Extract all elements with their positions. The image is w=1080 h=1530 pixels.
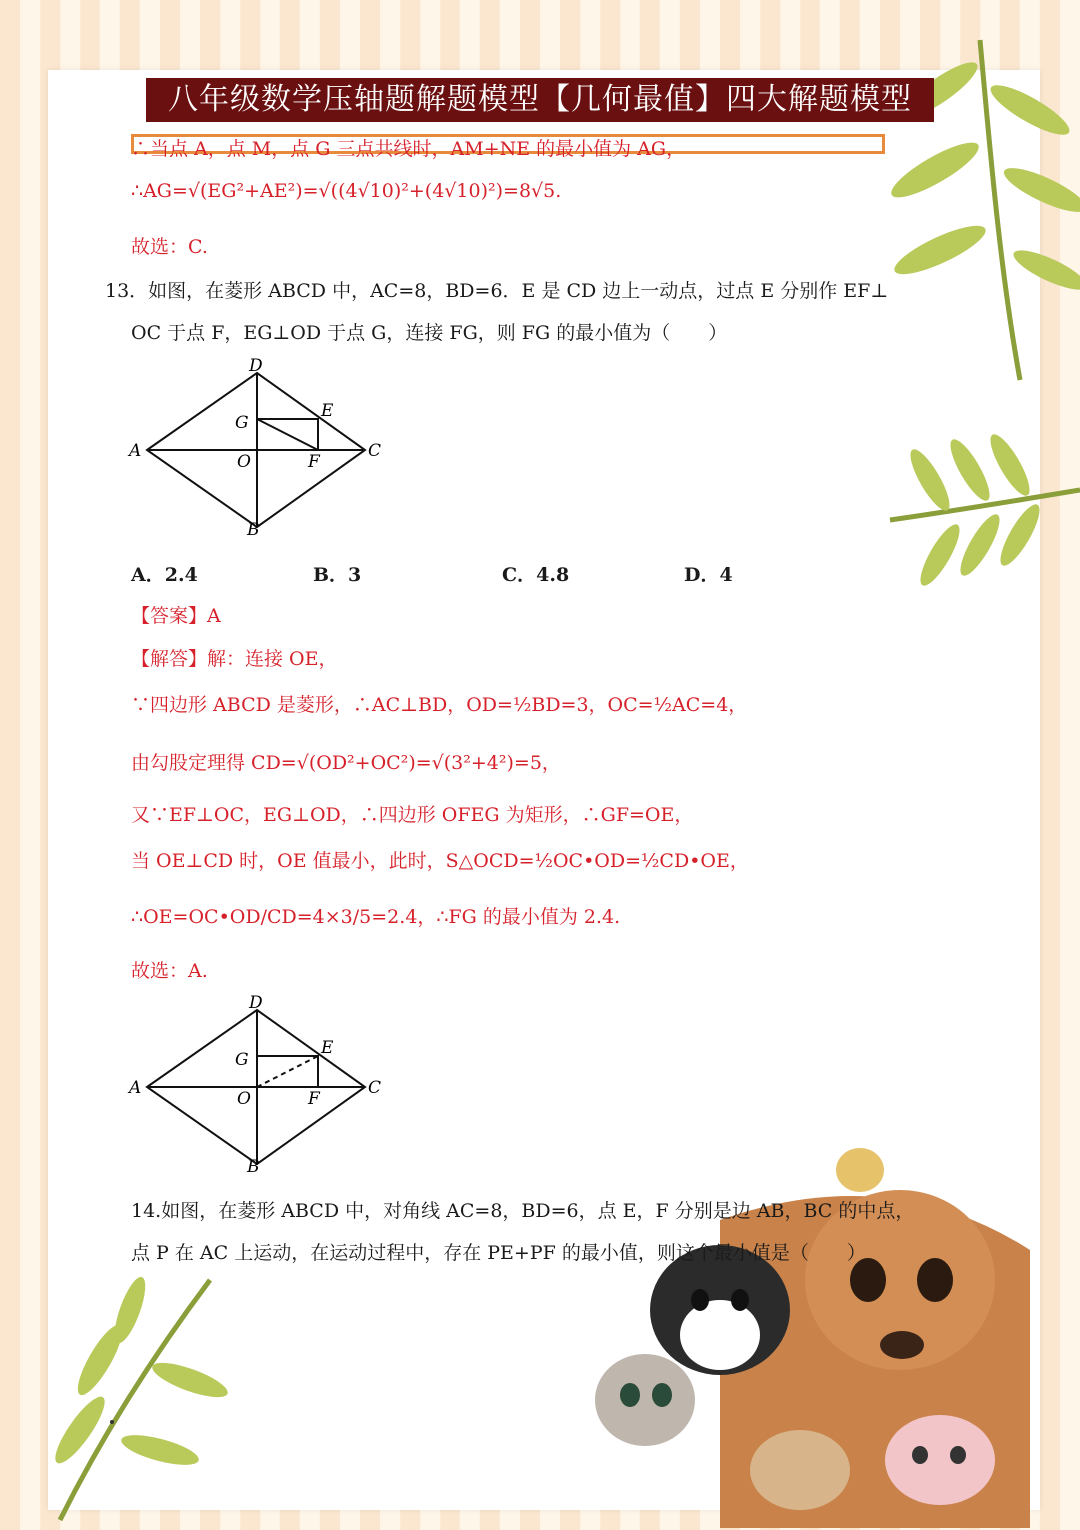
leaf-decoration-right xyxy=(880,420,1080,600)
question-13-line-1: 13．如图，在菱形 ABCD 中，AC=8，BD=6．E 是 CD 边上一动点，过点 E 分别作 EF⊥ xyxy=(105,280,889,302)
option-d: D．4 xyxy=(684,564,733,586)
prev-solution-line-1: ∴当点 A，点 M，点 G 三点共线时，AM+NE 的最小值为 AG， xyxy=(131,138,686,160)
answer-label: 【答案】A xyxy=(131,605,221,627)
label-a: A xyxy=(129,441,142,461)
option-a: A．2.4 xyxy=(131,564,198,586)
solution-line-4: 又∵EF⊥OC，EG⊥OD，∴四边形 OFEG 为矩形，∴GF=OE， xyxy=(131,804,694,826)
label-e: E xyxy=(321,1038,334,1058)
label-g: G xyxy=(235,1050,249,1070)
label-b: B xyxy=(247,1157,260,1177)
label-b: B xyxy=(247,520,260,540)
label-d: D xyxy=(249,993,263,1013)
solution-line-1: 【解答】解：连接 OE， xyxy=(131,648,338,670)
solution-line-6: ∴OE=OC•OD/CD=4×3/5=2.4，∴FG 的最小值为 2.4. xyxy=(131,906,621,928)
solution-choice: 故选：A. xyxy=(131,960,208,982)
label-c: C xyxy=(368,1078,382,1098)
question-13-line-2: OC 于点 F，EG⊥OD 于点 G，连接 FG，则 FG 的最小值为（ ） xyxy=(131,322,728,344)
page-title: 八年级数学压轴题解题模型【几何最值】四大解题模型 xyxy=(146,78,934,122)
label-e: E xyxy=(321,401,334,421)
question-14-line-1: 14.如图，在菱形 ABCD 中，对角线 AC=8，BD=6，点 E，F 分别是边 AB，BC 的中点， xyxy=(131,1200,915,1222)
label-a: A xyxy=(129,1078,142,1098)
question-14-line-2: 点 P 在 AC 上运动，在运动过程中，存在 PE+PF 的最小值，则这个最小值是（ ） xyxy=(131,1242,866,1264)
label-f: F xyxy=(308,452,320,472)
solution-line-3: 由勾股定理得 CD=√(OD²+OC²)=√(3²+4²)=5， xyxy=(131,752,561,774)
label-d: D xyxy=(249,356,263,376)
cartoon-animals-illustration xyxy=(590,1130,1040,1528)
rhombus-figure-2 xyxy=(125,992,395,1177)
option-b: B．3 xyxy=(313,564,362,586)
label-o: O xyxy=(237,452,251,472)
label-f: F xyxy=(308,1089,320,1109)
label-g: G xyxy=(235,413,249,433)
option-c: C．4.8 xyxy=(502,564,570,586)
bullet-dot xyxy=(110,1420,114,1424)
solution-line-5: 当 OE⊥CD 时，OE 值最小，此时，S△OCD=½OC•OD=½CD•OE， xyxy=(131,850,749,872)
prev-solution-choice: 故选：C. xyxy=(131,236,208,258)
label-c: C xyxy=(368,441,382,461)
leaf-decoration-bottom-left xyxy=(40,1270,240,1530)
prev-solution-line-2: ∴AG=√(EG²+AE²)=√((4√10)²+(4√10)²)=8√5. xyxy=(131,180,562,202)
label-o: O xyxy=(237,1089,251,1109)
rhombus-figure-1 xyxy=(125,355,395,540)
solution-line-2: ∵四边形 ABCD 是菱形，∴AC⊥BD，OD=½BD=3，OC=½AC=4， xyxy=(131,694,748,716)
